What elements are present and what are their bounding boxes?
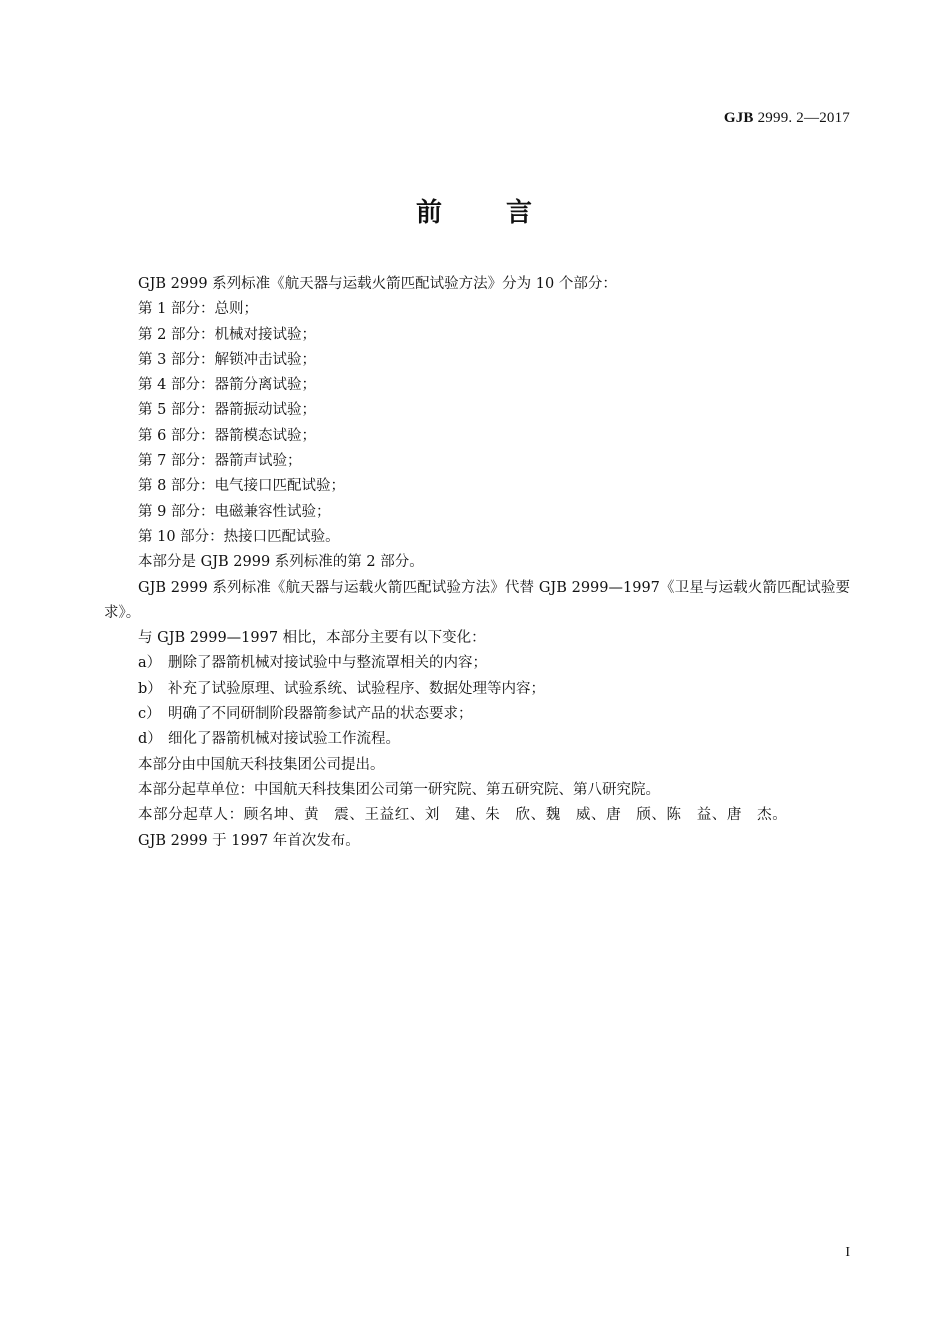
change-text: 明确了不同研制阶段器箭参试产品的状态要求； [168, 706, 473, 723]
part-item: 第 2 部分：机械对接试验； [138, 326, 316, 343]
document-code-number: 2999. 2—2017 [753, 110, 850, 126]
first-published: GJB 2999 于 1997 年首次发布。 [138, 832, 360, 849]
change-item [104, 677, 850, 702]
this-part-statement: 本部分是 GJB 2999 系列标准的第 2 部分。 [138, 554, 424, 571]
document-code [724, 110, 850, 127]
proposed-by: 本部分由中国航天科技集团公司提出。 [138, 756, 385, 773]
part-item: 第 10 部分：热接口匹配试验。 [138, 528, 340, 545]
part-item: 第 8 部分：电气接口匹配试验； [138, 478, 345, 495]
change-text: 细化了器箭机械对接试验工作流程。 [168, 731, 400, 748]
part-item: 第 6 部分：器箭模态试验； [138, 427, 316, 444]
part-item: 第 1 部分：总则； [138, 301, 258, 318]
page-number: I [845, 1245, 850, 1260]
change-item [104, 651, 850, 676]
document-code-prefix: GJB [723, 110, 754, 126]
part-item: 第 3 部分：解锁冲击试验； [138, 351, 316, 368]
change-label: b） [138, 680, 162, 697]
change-item [104, 702, 850, 727]
changes-intro: 与 GJB 2999—1997 相比，本部分主要有以下变化： [138, 630, 486, 647]
title-char-2: 言 [506, 198, 535, 228]
change-text: 删除了器箭机械对接试验中与整流罩相关的内容； [168, 655, 487, 672]
part-item: 第 5 部分：器箭振动试验； [138, 402, 316, 419]
page-title [0, 192, 950, 229]
change-item [104, 727, 850, 752]
replaces-statement: GJB 2999 系列标准《航天器与运载火箭匹配试验方法》代替 GJB 2999—1997《卫星与运载火箭匹配试验要求》。 [104, 579, 850, 621]
drafters: 本部分起草人：顾名坤、黄 震、王益红、刘 建、朱 欣、魏 威、唐 颀、陈 益、唐 杰。 [138, 807, 788, 824]
drafting-units: 本部分起草单位：中国航天科技集团公司第一研究院、第五研究院、第八研究院。 [138, 781, 660, 798]
parts-intro: GJB 2999 系列标准《航天器与运载火箭匹配试验方法》分为 10 个部分： [138, 276, 617, 292]
change-text: 补充了试验原理、试验系统、试验程序、数据处理等内容； [168, 680, 545, 697]
change-label: d） [138, 731, 162, 748]
foreword-body [104, 272, 850, 854]
change-label: a） [138, 655, 162, 672]
title-char-1: 前 [415, 198, 444, 228]
change-label: c） [138, 706, 161, 723]
part-item: 第 9 部分：电磁兼容性试验； [138, 503, 331, 520]
part-item: 第 7 部分：器箭声试验； [138, 453, 302, 470]
part-item: 第 4 部分：器箭分离试验； [138, 377, 316, 394]
